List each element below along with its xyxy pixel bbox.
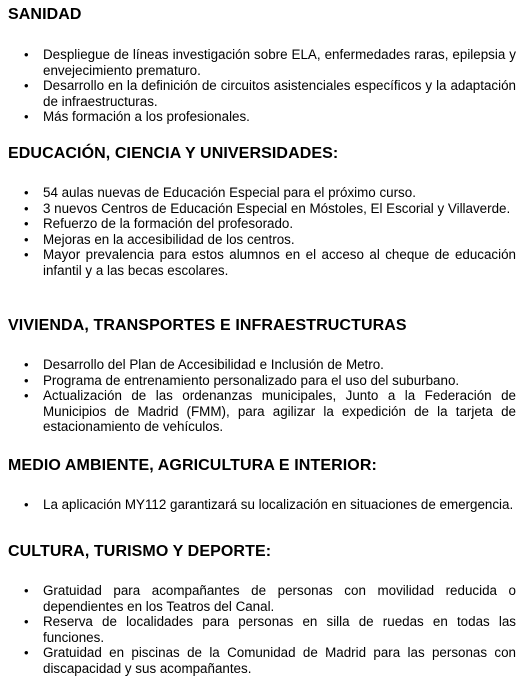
list-item xyxy=(8,201,517,217)
bullet-icon: • xyxy=(24,231,29,247)
section-heading: MEDIO AMBIENTE, AGRICULTURA E INTERIOR: xyxy=(8,457,377,474)
section-educacion xyxy=(8,145,517,279)
list-item-text: Más formación a los profesionales. xyxy=(43,109,250,125)
section-medio-ambiente xyxy=(8,457,517,513)
bullet-icon: • xyxy=(24,47,29,62)
bullet-icon: • xyxy=(24,200,29,216)
list-item-text: Mayor prevalencia para estos alumnos en el acceso al cheque de educación infantil y a las becas escolares. xyxy=(43,247,516,278)
list-item xyxy=(8,78,517,109)
list-item xyxy=(8,497,517,513)
list-item-text: Actualización de las ordenanzas municipales, Junto a la Federación de Municipios de Madrid (FMM), para agilizar la expedición de la tarjeta de estacionamiento de vehículos. xyxy=(43,388,516,435)
section-vivienda xyxy=(8,317,517,435)
list-item xyxy=(8,357,517,373)
bullet-list xyxy=(8,47,517,125)
list-item xyxy=(8,247,517,278)
list-item-text: Refuerzo de la formación del profesorado. xyxy=(43,216,294,232)
list-item-text: Gratuidad para acompañantes de personas con movilidad reducida o dependientes en los Teatros del Canal. xyxy=(43,583,516,614)
bullet-icon: • xyxy=(24,388,29,404)
bullet-icon: • xyxy=(24,109,29,125)
list-item-text: 3 nuevos Centros de Educación Especial en Móstoles, El Escorial y Villaverde. xyxy=(43,200,511,216)
bullet-icon: • xyxy=(24,614,29,630)
bullet-icon: • xyxy=(24,357,29,372)
list-item xyxy=(8,216,517,232)
list-item-text: Reserva de localidades para personas en silla de ruedas en todas las funciones. xyxy=(43,614,516,645)
bullet-icon: • xyxy=(24,78,29,94)
list-item-text: Desarrollo del Plan de Accesibilidad e Inclusión de Metro. xyxy=(43,357,384,372)
bullet-list xyxy=(8,497,517,513)
section-heading: EDUCACIÓN, CIENCIA Y UNIVERSIDADES: xyxy=(8,145,339,162)
list-item xyxy=(8,373,517,389)
list-item xyxy=(8,388,517,435)
section-cultura xyxy=(8,543,517,677)
section-heading: CULTURA, TURISMO Y DEPORTE: xyxy=(8,543,272,560)
bullet-icon: • xyxy=(24,583,29,598)
list-item-text: Mejoras en la accesibilidad de los centros. xyxy=(43,231,295,247)
list-item-text: Desarrollo en la definición de circuitos asistenciales específicos y la adaptación de infraestructuras. xyxy=(43,78,516,109)
list-item-text: Programa de entrenamiento personalizado para el uso del suburbano. xyxy=(43,372,460,388)
list-item-text: 54 aulas nuevas de Educación Especial para el próximo curso. xyxy=(43,185,416,200)
bullet-icon: • xyxy=(24,645,29,661)
list-item-text: Despliegue de líneas investigación sobre ELA, enfermedades raras, epilepsia y envejecimiento prematuro. xyxy=(43,47,516,78)
bullet-list xyxy=(8,185,517,279)
list-item-text: La aplicación MY112 garantizará su localización en situaciones de emergencia. xyxy=(43,497,514,512)
bullet-list xyxy=(8,357,517,435)
list-item-text: Gratuidad en piscinas de la Comunidad de Madrid para las personas con discapacidad y sus acompañantes. xyxy=(43,645,516,676)
list-item xyxy=(8,614,517,645)
bullet-icon: • xyxy=(24,247,29,263)
bullet-icon: • xyxy=(24,372,29,388)
list-item xyxy=(8,645,517,676)
bullet-icon: • xyxy=(24,185,29,200)
section-heading: SANIDAD xyxy=(8,6,82,23)
list-item xyxy=(8,232,517,248)
list-item xyxy=(8,47,517,78)
bullet-icon: • xyxy=(24,497,29,512)
section-heading: VIVIENDA, TRANSPORTES E INFRAESTRUCTURAS xyxy=(8,317,407,334)
bullet-icon: • xyxy=(24,216,29,232)
section-sanidad xyxy=(8,6,517,125)
list-item xyxy=(8,109,517,125)
list-item xyxy=(8,583,517,614)
bullet-list xyxy=(8,583,517,677)
list-item xyxy=(8,185,517,201)
